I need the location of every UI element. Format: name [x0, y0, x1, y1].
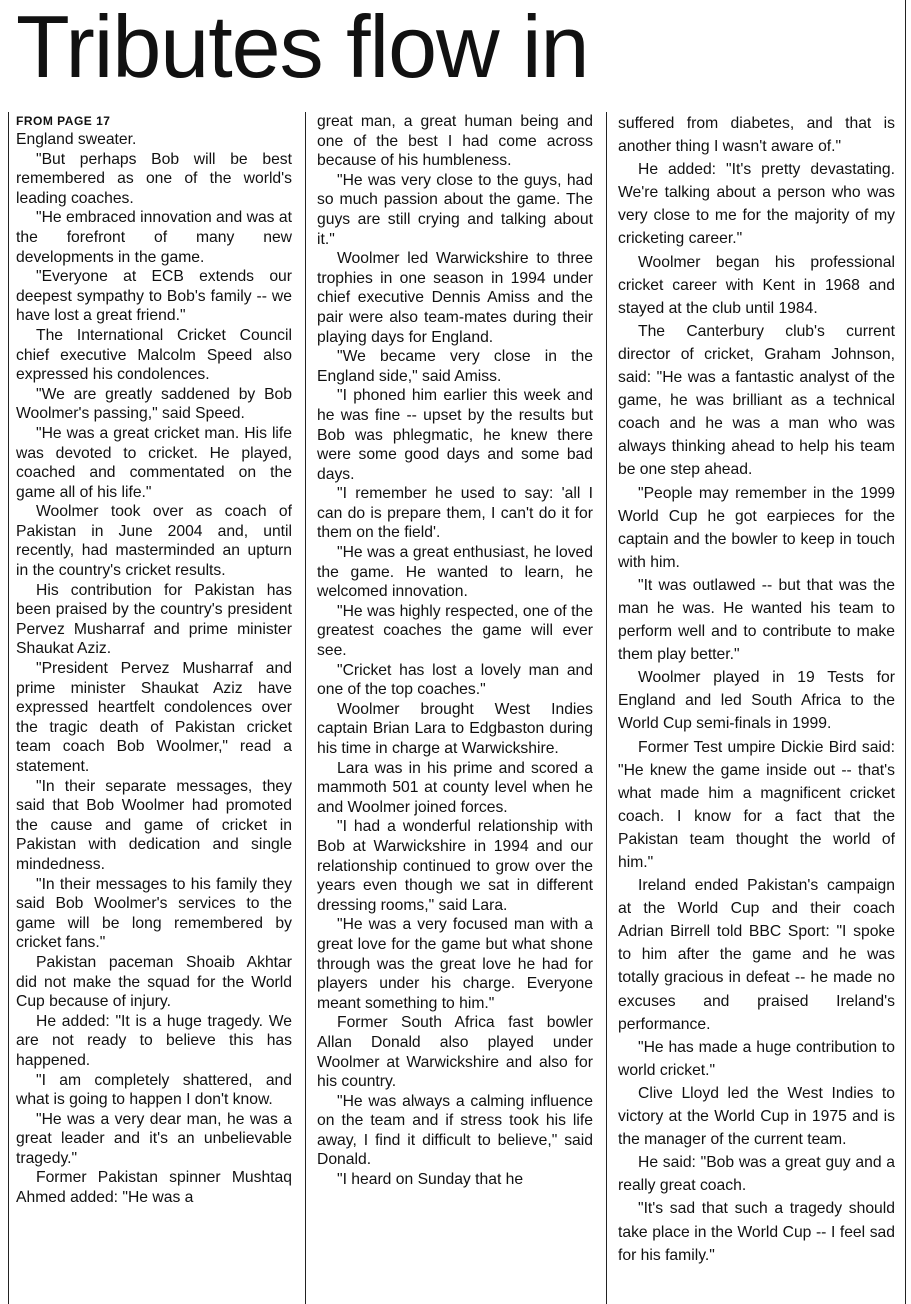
- paragraph: great man, a great human being and one of the best I had come across because of his humbleness.: [317, 113, 593, 170]
- article-column-3: [618, 112, 895, 1304]
- headline: Tributes flow in: [16, 0, 589, 96]
- column-divider-1: [305, 112, 306, 1304]
- paragraph: "He was a great cricket man. His life was devoted to cricket. He played, coached and commentated on the game all of his life.": [16, 424, 292, 501]
- paragraph: "He was a very dear man, he was a great leader and it's an unbelievable tragedy.": [16, 1110, 292, 1167]
- paragraph: His contribution for Pakistan has been praised by the country's president Pervez Musharraf and prime minister Shaukat Aziz.: [16, 581, 292, 658]
- paragraph: "Everyone at ECB extends our deepest sympathy to Bob's family -- we have lost a great friend.": [16, 268, 292, 325]
- paragraph: "We are greatly saddened by Bob Woolmer's passing," said Speed.: [16, 385, 292, 423]
- paragraph: "In their separate messages, they said that Bob Woolmer had promoted the cause and game of cricket in Pakistan with dedication and single mindedness.: [16, 777, 292, 873]
- paragraph: Woolmer took over as coach of Pakistan in June 2004 and, until recently, had masterminded an upturn in the country's cricket results.: [16, 503, 292, 580]
- paragraph: The International Cricket Council chief executive Malcolm Speed also expressed his condolences.: [16, 326, 292, 384]
- paragraph: "In their messages to his family they said Bob Woolmer's services to the game will be long remembered by cricket fans.": [16, 875, 292, 952]
- paragraph: "Cricket has lost a lovely man and one of the top coaches.": [317, 661, 593, 699]
- paragraph: Former Test umpire Dickie Bird said: "He knew the game inside out -- that's what made him a magnificent cricket coach. I know for a fact that the Pakistan team thought the world of him.": [618, 738, 895, 871]
- paragraph: He added: "It's pretty devastating. We're talking about a person who was very close to me for the majority of my cricketing career.": [618, 161, 895, 248]
- column-1-body: [16, 130, 292, 1208]
- column-2-body: [317, 112, 593, 1190]
- paragraph: Lara was in his prime and scored a mammoth 501 at county level when he and Woolmer joined forces.: [317, 759, 593, 816]
- paragraph: "He has made a huge contribution to world cricket.": [618, 1038, 895, 1079]
- paragraph: "I am completely shattered, and what is going to happen I don't know.: [16, 1071, 292, 1109]
- column-divider-2: [606, 112, 607, 1304]
- paragraph: The Canterbury club's current director of cricket, Graham Johnson, said: "He was a fantastic analyst of the game, he was brilliant as a technical coach and he was a man who was always thinking ahead to help his team be one step ahead.: [618, 322, 895, 479]
- paragraph: "I had a wonderful relationship with Bob at Warwickshire in 1994 and our relationship continued to grow over the years even though we sat in different dressing rooms," said Lara.: [317, 818, 593, 914]
- paragraph: Woolmer played in 19 Tests for England and led South Africa to the World Cup semi-finals in 1999.: [618, 669, 895, 733]
- paragraph: "People may remember in the 1999 World Cup he got earpieces for the captain and the bowler to keep in touch with him.: [618, 484, 895, 571]
- paragraph: Pakistan paceman Shoaib Akhtar did not make the squad for the World Cup because of injury.: [16, 953, 292, 1011]
- paragraph: "He was very close to the guys, had so much passion about the game. The guys are still crying and talking about it.": [317, 171, 593, 248]
- paragraph: He added: "It is a huge tragedy. We are not ready to believe this has happened.: [16, 1012, 292, 1069]
- paragraph: "He was a great enthusiast, he loved the game. He wanted to learn, he welcomed innovation.: [317, 544, 593, 601]
- paragraph: Former South Africa fast bowler Allan Donald also played under Woolmer at Warwickshire and also for his country.: [317, 1014, 593, 1091]
- right-border-rule: [905, 0, 906, 1304]
- paragraph: suffered from diabetes, and that is another thing I wasn't aware of.": [618, 115, 895, 156]
- article-column-1: [16, 112, 292, 1304]
- paragraph: Clive Lloyd led the West Indies to victory at the World Cup in 1975 and is the manager of the current team.: [618, 1084, 895, 1149]
- continued-from-label: FROM PAGE 17: [16, 114, 111, 128]
- article-column-2: [317, 112, 593, 1304]
- paragraph: Ireland ended Pakistan's campaign at the World Cup and their coach Adrian Birrell told BBC Sport: "I spoke to him after the game and he was totally gracious in defeat -- he made no excuses and praised Ireland's performance.: [618, 877, 895, 1033]
- paragraph: "I heard on Sunday that he: [337, 1171, 524, 1189]
- paragraph: "It's sad that such a tragedy should take place in the World Cup -- I feel sad for his family.": [618, 1200, 895, 1264]
- paragraph: Woolmer brought West Indies captain Brian Lara to Edgbaston during his time in charge at Warwickshire.: [317, 700, 593, 757]
- paragraph: "He was always a calming influence on the team and if stress took his life away, I find it difficult to believe," said Donald.: [317, 1092, 593, 1169]
- paragraph: "I phoned him earlier this week and he was fine -- upset by the results but Bob was phlegmatic, he knew there were some good days and some bad days.: [317, 387, 593, 483]
- left-border-rule: [8, 112, 9, 1304]
- paragraph: "I remember he used to say: 'all I can do is prepare them, I can't do it for them on the field'.: [317, 485, 593, 542]
- paragraph: "President Pervez Musharraf and prime minister Shaukat Aziz have expressed heartfelt condolences over the tragic death of Pakistan cricket team coach Bob Woolmer," read a statement.: [16, 660, 292, 775]
- column-3-body: [618, 112, 895, 1267]
- paragraph: "It was outlawed -- but that was the man he was. He wanted his team to perform well and to contribute to make them play better.": [618, 576, 895, 664]
- paragraph: Woolmer began his professional cricket career with Kent in 1968 and stayed at the club until 1984.: [618, 253, 895, 317]
- paragraph: Woolmer led Warwickshire to three trophies in one season in 1994 under chief executive Dennis Amiss and the pair were also team-mates during their playing days for England.: [317, 250, 593, 346]
- paragraph: Former Pakistan spinner Mushtaq Ahmed added: "He was a: [16, 1169, 292, 1207]
- paragraph: "But perhaps Bob will be best remembered as one of the world's leading coaches.: [16, 150, 292, 207]
- paragraph: "He was a very focused man with a great love for the game but what shone through was the great love he had for players under his charge. Everyone meant something to him.": [317, 916, 593, 1012]
- paragraph: "He embraced innovation and was at the forefront of many new developments in the game.: [16, 209, 292, 266]
- paragraph: He said: "Bob was a great guy and a really great coach.: [618, 1154, 895, 1195]
- paragraph: England sweater.: [16, 131, 137, 148]
- paragraph: "He was highly respected, one of the greatest coaches the game will ever see.: [317, 602, 593, 660]
- paragraph: "We became very close in the England side," said Amiss.: [317, 348, 593, 385]
